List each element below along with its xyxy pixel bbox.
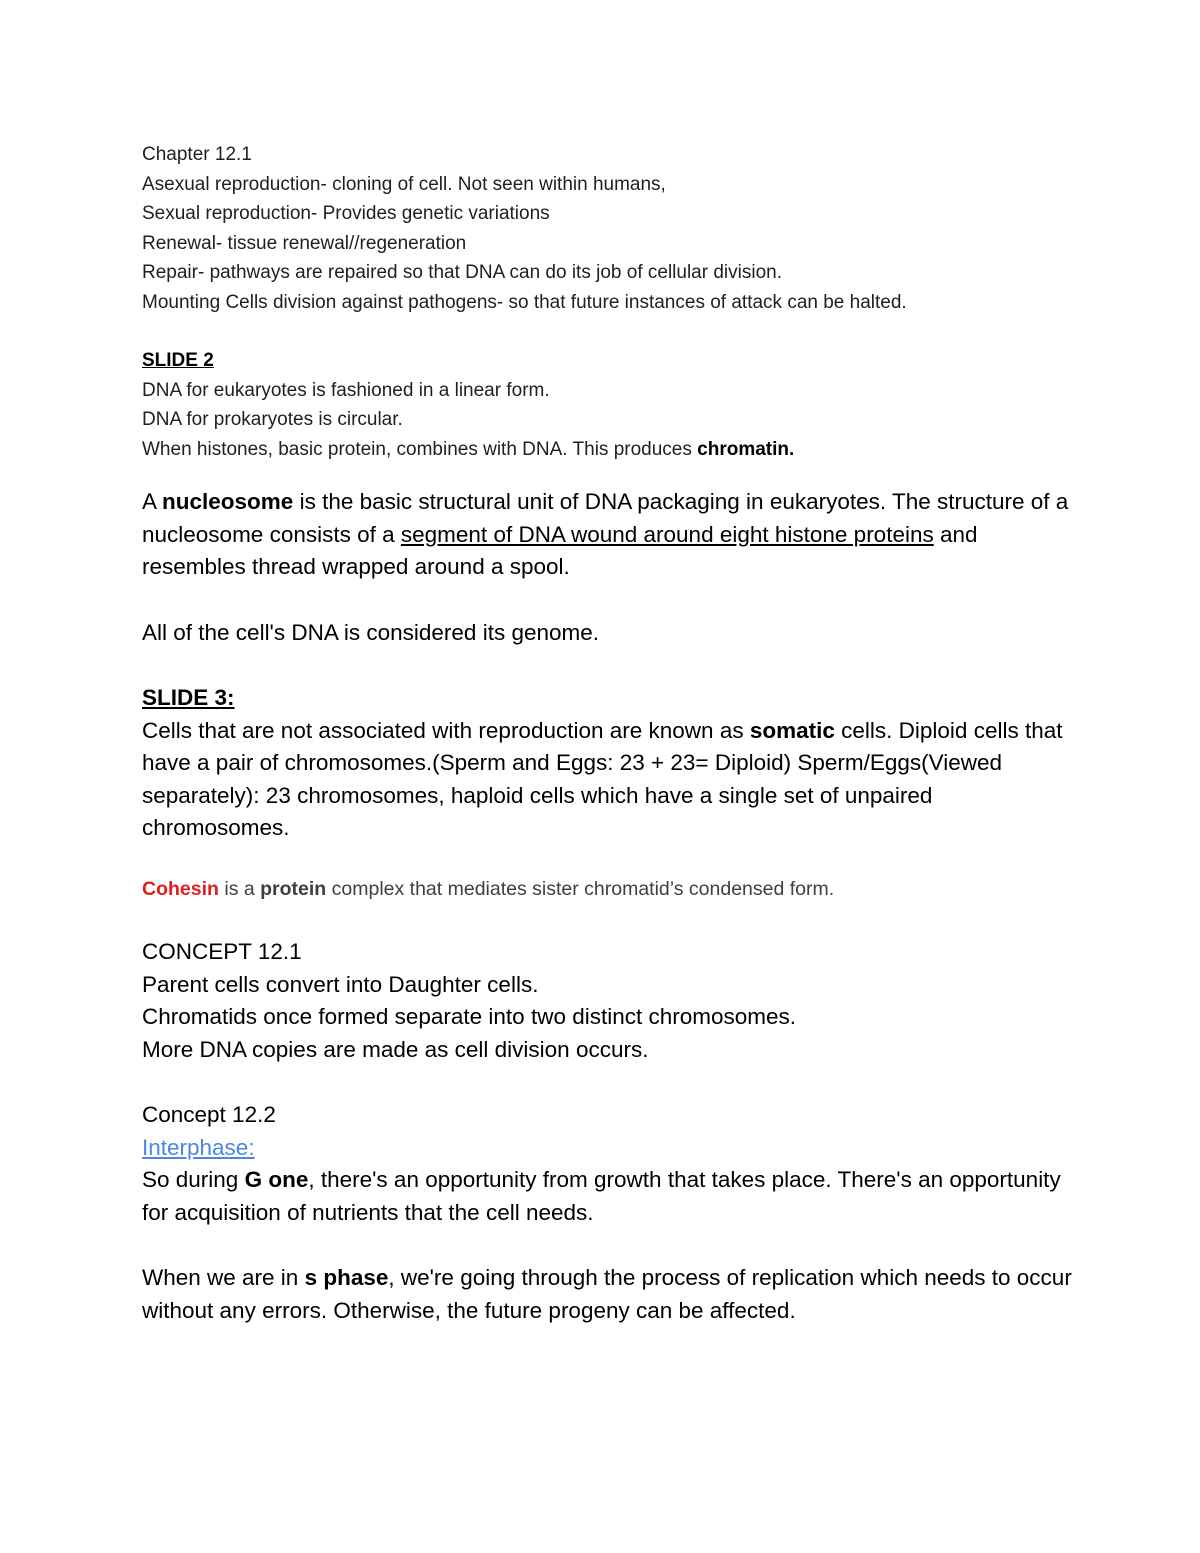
- slide3-text: Cells that are not associated with reproduction are known as: [142, 717, 750, 743]
- concept122-title: Concept 12.2: [142, 1102, 276, 1127]
- nucleosome-underlined: segment of DNA wound around eight histone proteins: [400, 521, 934, 547]
- document-page: [142, 140, 1082, 1327]
- chapter-section: [142, 140, 1082, 317]
- genome-paragraph: All of the cell's DNA is considered its genome.: [142, 619, 600, 645]
- cohesin-term: Cohesin: [142, 877, 219, 900]
- s-phase-paragraph: [142, 1262, 1082, 1327]
- slide2-line: DNA for eukaryotes is fashioned in a linear form.: [142, 379, 550, 401]
- cohesin-line: [142, 875, 1082, 905]
- s-phase-text: , we're going through the process of replication which needs to occur without any errors. Otherwise, the future progeny can be affected.: [142, 1265, 1072, 1323]
- s-phase-text: When we are in: [142, 1265, 305, 1290]
- concept121-line: More DNA copies are made as cell division occurs.: [142, 1036, 649, 1062]
- slide2-line: [142, 435, 1082, 465]
- nucleosome-text: and resembles thread wrapped around a spool.: [142, 521, 978, 579]
- slide2-section: [142, 346, 1082, 464]
- concept121-line: Parent cells convert into Daughter cells.: [142, 971, 539, 997]
- s-phase-term: s phase: [304, 1265, 389, 1290]
- chromatin-term: chromatin.: [697, 438, 795, 460]
- chapter-line: Mounting Cells division against pathogens- so that future instances of attack can be halted.: [142, 291, 907, 313]
- slide3-section: [142, 682, 1082, 845]
- cohesin-text: complex that mediates sister chromatid’s condensed form.: [326, 877, 835, 900]
- slide3-heading: SLIDE 3:: [142, 685, 235, 710]
- somatic-term: somatic: [749, 717, 835, 743]
- nucleosome-text: A: [142, 489, 163, 514]
- g-one-paragraph: [142, 1164, 1082, 1229]
- nucleosome-term: nucleosome: [162, 489, 294, 514]
- slide3-paragraph: [142, 715, 1082, 845]
- concept121-line: Chromatids once formed separate into two distinct chromosomes.: [142, 1004, 797, 1029]
- chapter-title: Chapter 12.1: [142, 144, 252, 165]
- slide2-line3-text: When histones, basic protein, combines with DNA. This produces: [142, 438, 698, 460]
- chapter-line: Repair- pathways are repaired so that DNA can do its job of cellular division.: [142, 262, 782, 283]
- chapter-line: Sexual reproduction- Provides genetic variations: [142, 203, 550, 224]
- slide2-line: DNA for prokaryotes is circular.: [142, 409, 403, 430]
- cohesin-text: is a: [218, 877, 261, 900]
- concept122-section: [142, 1099, 1082, 1229]
- interphase-link[interactable]: Interphase:: [142, 1134, 255, 1160]
- slide3-text: cells. Diploid cells that have a pair of chromosomes.(Sperm and Eggs: 23 + 23= Diploid) Sperm/Eggs(Viewed separately): 23 chromosomes, haploid cells which have a single set of unpaired chromosomes.: [142, 717, 1063, 840]
- nucleosome-paragraph: [142, 486, 1082, 584]
- slide2-heading: SLIDE 2: [142, 350, 214, 371]
- g-one-text: So during: [142, 1167, 245, 1192]
- protein-term: protein: [260, 877, 327, 900]
- g-one-term: G one: [244, 1167, 309, 1192]
- concept121-section: [142, 936, 1082, 1066]
- chapter-line: Renewal- tissue renewal//regeneration: [142, 232, 467, 254]
- chapter-line: Asexual reproduction- cloning of cell. Not seen within humans,: [142, 173, 666, 195]
- g-one-text: , there's an opportunity from growth that takes place. There's an opportunity for acquisition of nutrients that the cell needs.: [142, 1167, 1061, 1225]
- concept121-title: CONCEPT 12.1: [142, 939, 302, 964]
- nucleosome-text: is the basic structural unit of DNA packaging in eukaryotes. The structure of a nucleosome consists of a: [142, 489, 1069, 547]
